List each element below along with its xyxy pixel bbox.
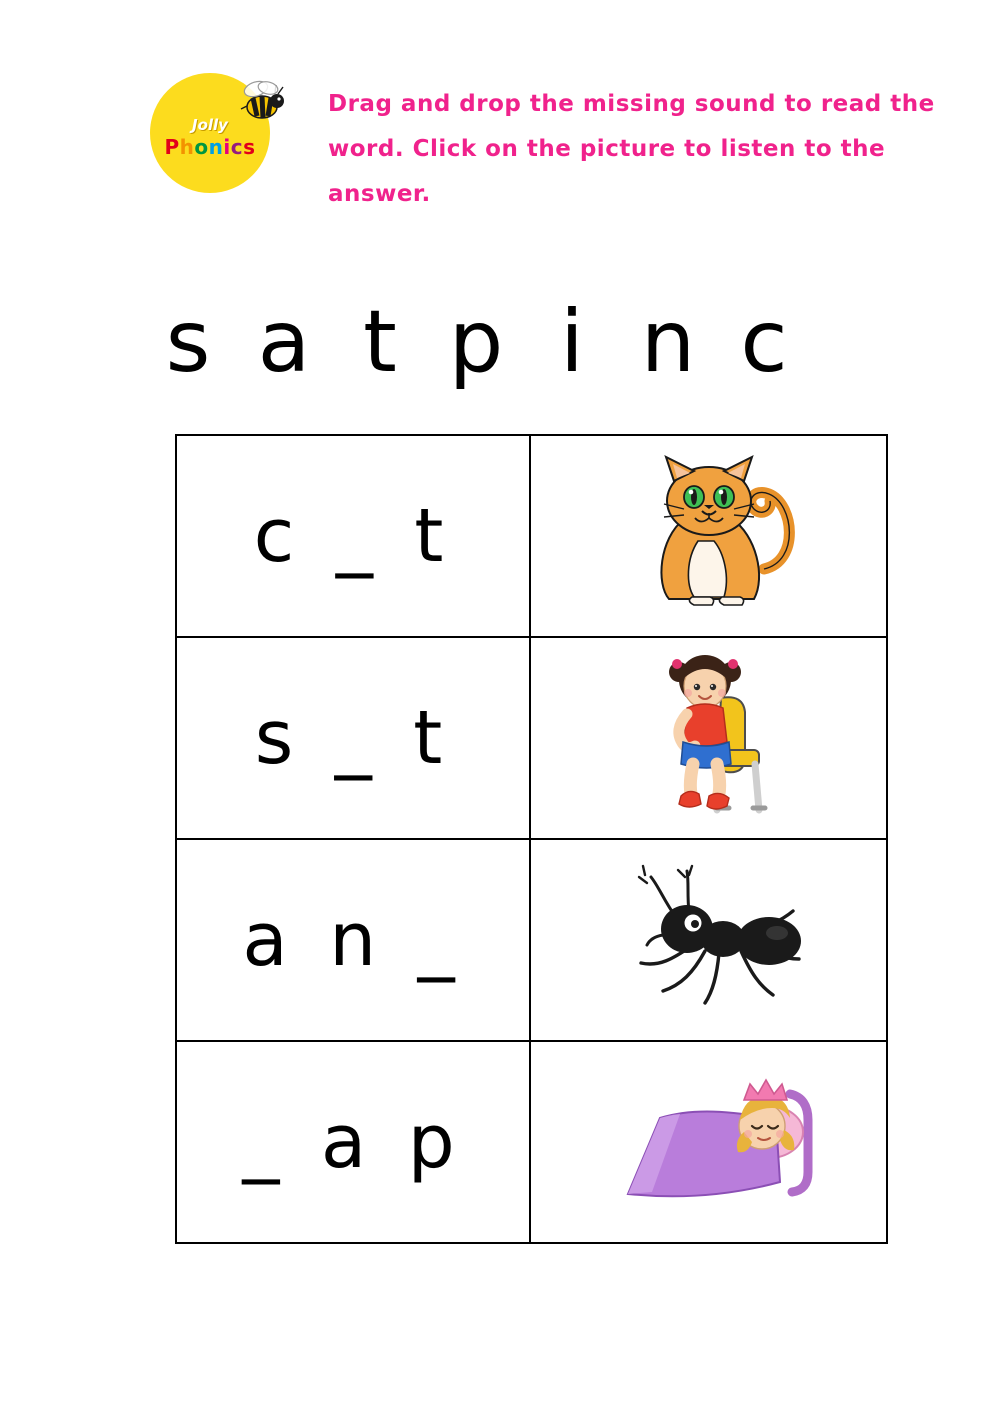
instructions-text: Drag and drop the missing sound to read the word. Click on the picture to listen to the answer. (328, 91, 935, 207)
picture-cell-sat[interactable] (530, 637, 887, 839)
girl-sitting-illustration (621, 646, 796, 831)
letter-tile-n[interactable]: n (640, 292, 696, 392)
cat-image[interactable] (531, 438, 886, 634)
letter-tile-p[interactable]: p (448, 292, 504, 392)
ant-illustration (601, 863, 816, 1018)
girl-sitting-image[interactable] (531, 640, 886, 836)
logo-phonics-text: Phonics (164, 135, 256, 159)
nap-image[interactable] (531, 1044, 886, 1240)
ant-image[interactable] (531, 842, 886, 1038)
cat-illustration (614, 449, 804, 624)
word-cell-nap[interactable] (176, 1041, 530, 1243)
table-row (176, 435, 887, 637)
picture-cell-cat[interactable] (530, 435, 887, 637)
word-cell-ant[interactable] (176, 839, 530, 1041)
word-text: c _ t (253, 493, 453, 579)
picture-cell-nap[interactable] (530, 1041, 887, 1243)
letter-tile-a[interactable]: a (257, 292, 311, 392)
word-text: _ a p (242, 1099, 464, 1185)
worksheet-header (150, 60, 950, 240)
logo-jolly-text: Jolly (192, 116, 228, 134)
word-cell-cat[interactable] (176, 435, 530, 637)
nap-illustration (594, 1060, 824, 1225)
word-text: s _ t (254, 695, 452, 781)
word-text: a n _ (242, 897, 464, 983)
letter-tile-t[interactable]: t (363, 292, 397, 392)
letter-tile-s[interactable]: s (165, 292, 211, 392)
table-row (176, 637, 887, 839)
bee-icon (232, 73, 292, 125)
letter-bank (140, 292, 920, 392)
table-row (176, 839, 887, 1041)
letter-tile-i[interactable]: i (560, 292, 584, 392)
letter-tile-c[interactable]: c (740, 292, 788, 392)
picture-cell-ant[interactable] (530, 839, 887, 1041)
word-cell-sat[interactable] (176, 637, 530, 839)
table-row (176, 1041, 887, 1243)
word-picture-table (175, 434, 888, 1244)
jolly-phonics-logo (150, 73, 270, 193)
